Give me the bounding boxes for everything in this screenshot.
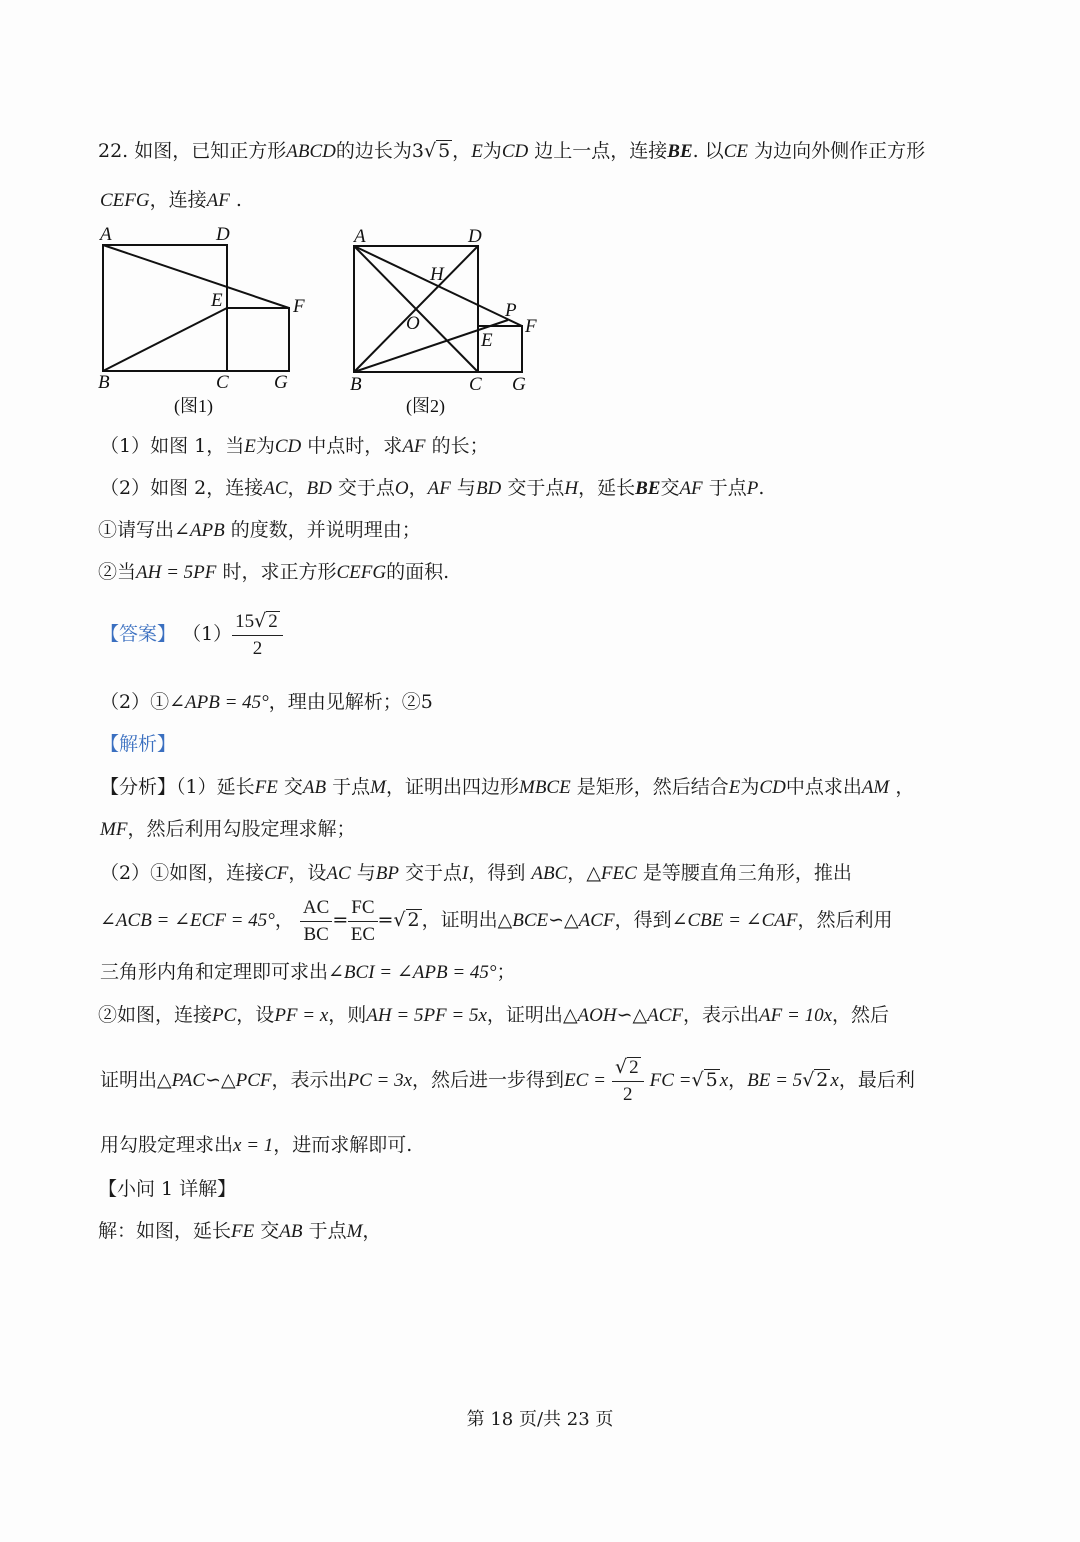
label-f: F bbox=[525, 316, 537, 337]
text: 的度数，并说明理由； bbox=[230, 519, 421, 541]
text: 是矩形，然后结合 bbox=[576, 776, 729, 798]
math-ce: CE bbox=[723, 141, 749, 162]
text: 与 bbox=[356, 862, 376, 884]
text: ，连接 bbox=[149, 189, 207, 211]
text: 于点 bbox=[708, 477, 747, 499]
math: △FEC bbox=[586, 863, 637, 884]
radicand: 2 bbox=[407, 909, 420, 931]
numerator: AC bbox=[300, 895, 332, 922]
math: x bbox=[830, 1070, 839, 1091]
text: ； bbox=[496, 961, 516, 983]
text: ，然后进一步得到 bbox=[412, 1069, 565, 1091]
text: 交 bbox=[283, 776, 303, 798]
fraction-fc-ec bbox=[348, 895, 377, 948]
math: BD bbox=[475, 478, 502, 499]
text: ，进而求解即可. bbox=[273, 1134, 413, 1156]
math: △BCE∽△ACF bbox=[497, 910, 615, 931]
radicand: 2 bbox=[816, 1069, 829, 1091]
math: AH = 5PF = 5x bbox=[366, 1005, 487, 1026]
math-cefg: CEFG bbox=[100, 190, 150, 211]
math: FE bbox=[254, 777, 278, 798]
text: 三角形内角和定理即可求出 bbox=[100, 961, 329, 983]
text: ，设 bbox=[288, 862, 327, 884]
text: 于点 bbox=[308, 1220, 347, 1242]
math: MF bbox=[100, 819, 128, 840]
text: 中点求出 bbox=[785, 776, 862, 798]
text: ②如图，连接 bbox=[98, 1004, 213, 1026]
analysis-line-6 bbox=[98, 1003, 889, 1028]
segment-be bbox=[103, 308, 227, 371]
text: 为边向外侧作正方形 bbox=[754, 140, 926, 162]
text: ，表示出 bbox=[683, 1004, 760, 1026]
math: PC = 3x bbox=[347, 1070, 413, 1091]
text: 证明出 bbox=[100, 1069, 158, 1091]
math-e: E bbox=[471, 141, 483, 162]
radicand: 5 bbox=[438, 140, 451, 162]
label-g: G bbox=[274, 372, 288, 393]
label-e: E bbox=[211, 290, 223, 311]
text: 22. 如图，已知正方形 bbox=[98, 140, 287, 162]
figure-1-caption: (图1) bbox=[174, 396, 213, 416]
answer-line-2 bbox=[100, 690, 433, 715]
radicand: 5 bbox=[705, 1069, 718, 1091]
label-g: G bbox=[512, 374, 526, 395]
text: ， bbox=[274, 909, 294, 931]
label-h: H bbox=[430, 264, 444, 285]
text: 为 bbox=[255, 435, 275, 457]
text: （1）如图 1，当 bbox=[100, 435, 245, 457]
analysis-line-3 bbox=[100, 861, 852, 886]
math: CD bbox=[759, 777, 786, 798]
text: 【分析】（1）延长 bbox=[100, 776, 255, 798]
text: ，理由见解析；②5 bbox=[268, 691, 433, 713]
sqrt-sign: √ bbox=[393, 909, 406, 931]
math: E bbox=[244, 436, 256, 457]
math: E bbox=[728, 777, 741, 798]
label-d: D bbox=[468, 226, 482, 247]
math: AF bbox=[427, 478, 451, 499]
math: BP bbox=[375, 863, 399, 884]
math: AF bbox=[679, 478, 703, 499]
math: AC bbox=[326, 863, 351, 884]
text: ，证明出 bbox=[486, 1004, 563, 1026]
math: AM bbox=[861, 777, 890, 798]
math: BE = 5 bbox=[747, 1070, 803, 1091]
label-a: A bbox=[100, 224, 112, 245]
denominator: 2 bbox=[623, 1084, 633, 1105]
segment-af bbox=[103, 245, 289, 308]
page-number: 第 18 页/共 23 页 bbox=[466, 1409, 614, 1430]
text: ①请写出∠ bbox=[98, 519, 190, 541]
fraction-root2-over-2 bbox=[612, 1054, 644, 1108]
figure-2-caption: (图2) bbox=[406, 396, 445, 416]
text: 交 bbox=[260, 1220, 280, 1242]
text: 为 bbox=[482, 140, 502, 162]
text: （2）①如图，连接 bbox=[100, 862, 265, 884]
text: . bbox=[758, 477, 765, 499]
figure-2 bbox=[340, 222, 560, 422]
text: ， bbox=[452, 140, 472, 162]
detail-tag: 【小问 1 详解】 bbox=[98, 1178, 237, 1200]
text: ，然后利用 bbox=[797, 909, 893, 931]
text: 时，求正方形 bbox=[222, 561, 337, 583]
text: ，然后利用勾股定理求解； bbox=[127, 818, 356, 840]
sqrt-sign: √ bbox=[423, 140, 437, 162]
text: 用勾股定理求出 bbox=[100, 1134, 234, 1156]
text: ，设 bbox=[236, 1004, 275, 1026]
square-abcd bbox=[103, 245, 227, 371]
text: ，最后利 bbox=[838, 1069, 915, 1091]
text: （2）如图 2，连接 bbox=[100, 477, 264, 499]
sqrt-sign: √ bbox=[691, 1069, 704, 1091]
math-be: BE bbox=[667, 141, 693, 162]
answer-line-1 bbox=[100, 608, 283, 662]
math: CEFG bbox=[336, 562, 387, 583]
math: AB bbox=[279, 1221, 303, 1242]
math: AH = 5PF bbox=[136, 562, 217, 583]
label-b: B bbox=[98, 372, 110, 393]
text: 中点时，求 bbox=[307, 435, 403, 457]
text: ， bbox=[408, 477, 428, 499]
text: 交 bbox=[660, 477, 680, 499]
radicand: 2 bbox=[268, 611, 278, 632]
text: ，然后 bbox=[832, 1004, 890, 1026]
math: O bbox=[394, 478, 409, 499]
text: ， bbox=[567, 862, 587, 884]
math: FC = bbox=[649, 1070, 692, 1091]
text: 交于点 bbox=[507, 477, 565, 499]
sub-question-2 bbox=[98, 560, 449, 585]
math: M bbox=[346, 1221, 363, 1242]
numerator: 15 bbox=[235, 611, 255, 632]
math: AB bbox=[302, 777, 327, 798]
math: ∠ACB = ∠ECF = 45° bbox=[100, 910, 275, 931]
question-2 bbox=[100, 476, 764, 501]
math: △PAC∽△PCF bbox=[157, 1070, 272, 1091]
label-f: F bbox=[293, 296, 305, 317]
math: CD bbox=[274, 436, 302, 457]
text: ②当 bbox=[98, 561, 137, 583]
equals: = bbox=[332, 909, 349, 931]
label-d: D bbox=[216, 224, 230, 245]
text: 边上一点，连接 bbox=[534, 140, 668, 162]
text: 是等腰直角三角形，推出 bbox=[642, 862, 852, 884]
analysis-line-4 bbox=[100, 894, 893, 948]
label-b: B bbox=[350, 374, 362, 395]
text: ， bbox=[895, 776, 915, 798]
analysis-tag: 【解析】 bbox=[100, 733, 177, 755]
math: AC bbox=[263, 478, 288, 499]
label-c: C bbox=[469, 374, 482, 395]
text: 的长； bbox=[431, 435, 489, 457]
sqrt-sign: √ bbox=[254, 610, 267, 632]
analysis-line-1 bbox=[100, 775, 914, 800]
denominator: 2 bbox=[252, 638, 263, 659]
text: ，延长 bbox=[578, 477, 636, 499]
text: ，证明出四边形 bbox=[385, 776, 519, 798]
math: M bbox=[370, 777, 386, 798]
analysis-line-7 bbox=[100, 1054, 915, 1108]
text: （1） bbox=[182, 623, 233, 645]
math: CF bbox=[264, 863, 289, 884]
text: . bbox=[235, 189, 242, 211]
sub-question-1 bbox=[98, 518, 421, 543]
label-p: P bbox=[505, 300, 517, 321]
text: ，得到 bbox=[468, 862, 526, 884]
text: ，则 bbox=[328, 1004, 367, 1026]
math: △AOH∽△ACF bbox=[562, 1005, 684, 1026]
label-e: E bbox=[481, 330, 493, 351]
square-cefg bbox=[227, 308, 289, 371]
denominator: BC bbox=[303, 923, 329, 945]
math: H bbox=[564, 478, 579, 499]
analysis-line-5 bbox=[100, 960, 516, 985]
text: ， bbox=[728, 1069, 748, 1091]
math-abcd: ABCD bbox=[286, 141, 336, 162]
math: x = 1 bbox=[233, 1135, 274, 1156]
analysis-line-2 bbox=[100, 817, 355, 842]
text: ， bbox=[362, 1220, 382, 1242]
math: ABC bbox=[531, 863, 568, 884]
text: 与 bbox=[456, 477, 476, 499]
math: AF bbox=[402, 436, 426, 457]
math: EC = bbox=[564, 1070, 606, 1091]
text: （2）① bbox=[100, 691, 170, 713]
text: 解：如图，延长 bbox=[98, 1220, 232, 1242]
text: ， bbox=[287, 477, 307, 499]
math: MBCE bbox=[519, 777, 571, 798]
text: ，得到 bbox=[614, 909, 672, 931]
math: ∠BCI = ∠APB = 45° bbox=[328, 962, 497, 983]
answer-tag: 【答案】 bbox=[100, 623, 177, 645]
math: BD bbox=[306, 478, 332, 499]
question-1 bbox=[100, 434, 489, 459]
denominator: EC bbox=[350, 923, 376, 945]
text: 的面积. bbox=[386, 561, 450, 583]
math-af: AF bbox=[206, 190, 230, 211]
math: I bbox=[462, 863, 469, 884]
detail-line-1 bbox=[98, 1219, 381, 1244]
text: 于点 bbox=[332, 776, 371, 798]
radicand: 2 bbox=[629, 1057, 639, 1078]
text: 交于点 bbox=[405, 862, 463, 884]
math: PF = x bbox=[274, 1005, 329, 1026]
label-c: C bbox=[216, 372, 229, 393]
math: APB bbox=[189, 520, 225, 541]
fraction-ac-bc bbox=[300, 895, 332, 948]
segment-af bbox=[354, 246, 522, 326]
analysis-line-8 bbox=[100, 1133, 412, 1158]
math: x bbox=[719, 1070, 729, 1091]
numerator: FC bbox=[348, 895, 377, 922]
text: 的边长为3 bbox=[335, 140, 424, 162]
math: FE bbox=[231, 1221, 255, 1242]
math: BE bbox=[635, 478, 661, 499]
sqrt-sign: √ bbox=[614, 1056, 628, 1078]
text: . 以 bbox=[692, 140, 724, 162]
label-a: A bbox=[354, 226, 366, 247]
math: ∠CBE = ∠CAF bbox=[671, 910, 798, 931]
math: PC bbox=[212, 1005, 237, 1026]
math: ∠APB = 45° bbox=[169, 692, 269, 713]
fraction bbox=[232, 608, 283, 662]
text: 为 bbox=[740, 776, 760, 798]
math: P bbox=[746, 478, 759, 499]
problem-line-1 bbox=[98, 139, 925, 164]
equals: = bbox=[377, 909, 394, 931]
text: 交于点 bbox=[337, 477, 395, 499]
text: ，表示出 bbox=[271, 1069, 348, 1091]
label-o: O bbox=[406, 313, 420, 334]
math: AF = 10x bbox=[759, 1005, 832, 1026]
sqrt-sign: √ bbox=[802, 1069, 815, 1091]
problem-line-2 bbox=[100, 188, 242, 213]
math-cd: CD bbox=[501, 141, 529, 162]
figure-1 bbox=[90, 222, 330, 422]
text: ，证明出 bbox=[421, 909, 498, 931]
